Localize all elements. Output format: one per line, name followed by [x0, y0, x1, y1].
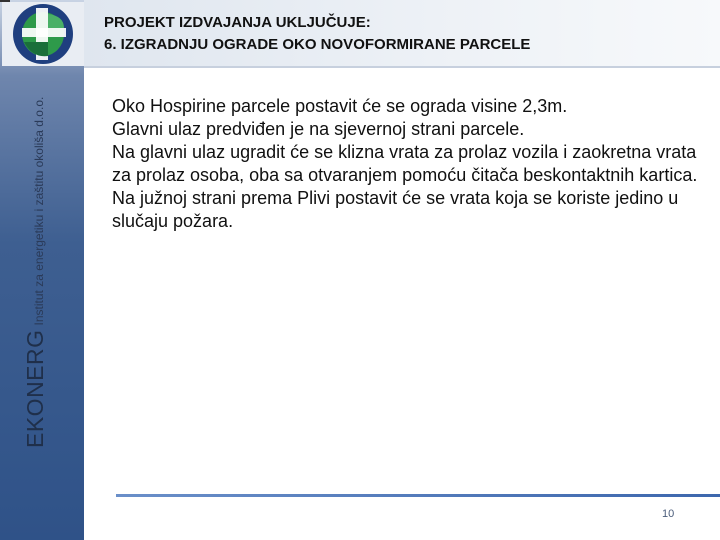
- footer-divider: [116, 494, 720, 497]
- header-divider: [84, 66, 720, 68]
- brand-name: EKONERG: [22, 329, 48, 448]
- paragraph: Na južnoj strani prema Plivi postavit će se vrata koja se koriste jedino u slučaju požara.: [112, 188, 679, 231]
- paragraph: Glavni ulaz predviđen je na sjevernoj strani parcele.: [112, 119, 525, 139]
- paragraph: Oko Hospirine parcele postavit će se ograda visine 2,3m.: [112, 96, 568, 116]
- vertical-brand: [22, 48, 72, 448]
- slide-title: [104, 12, 704, 56]
- slide-body: [112, 95, 702, 233]
- title-line-2: 6. IZGRADNJU OGRADE OKO NOVOFORMIRANE PARCELE: [104, 36, 531, 53]
- title-line-1: PROJEKT IZDVAJANJA UKLJUČUJE:: [104, 14, 371, 31]
- brand-subtitle: Institut za energetiku i zaštitu okoliša d.o.o.: [32, 96, 46, 326]
- paragraph: Na glavni ulaz ugradit će se klizna vrata za prolaz vozila i zaokretna vrata za prolaz osoba, oba sa otvaranjem pomoću čitača beskontaktnih kartica.: [112, 142, 698, 185]
- page-number: 10: [662, 508, 675, 520]
